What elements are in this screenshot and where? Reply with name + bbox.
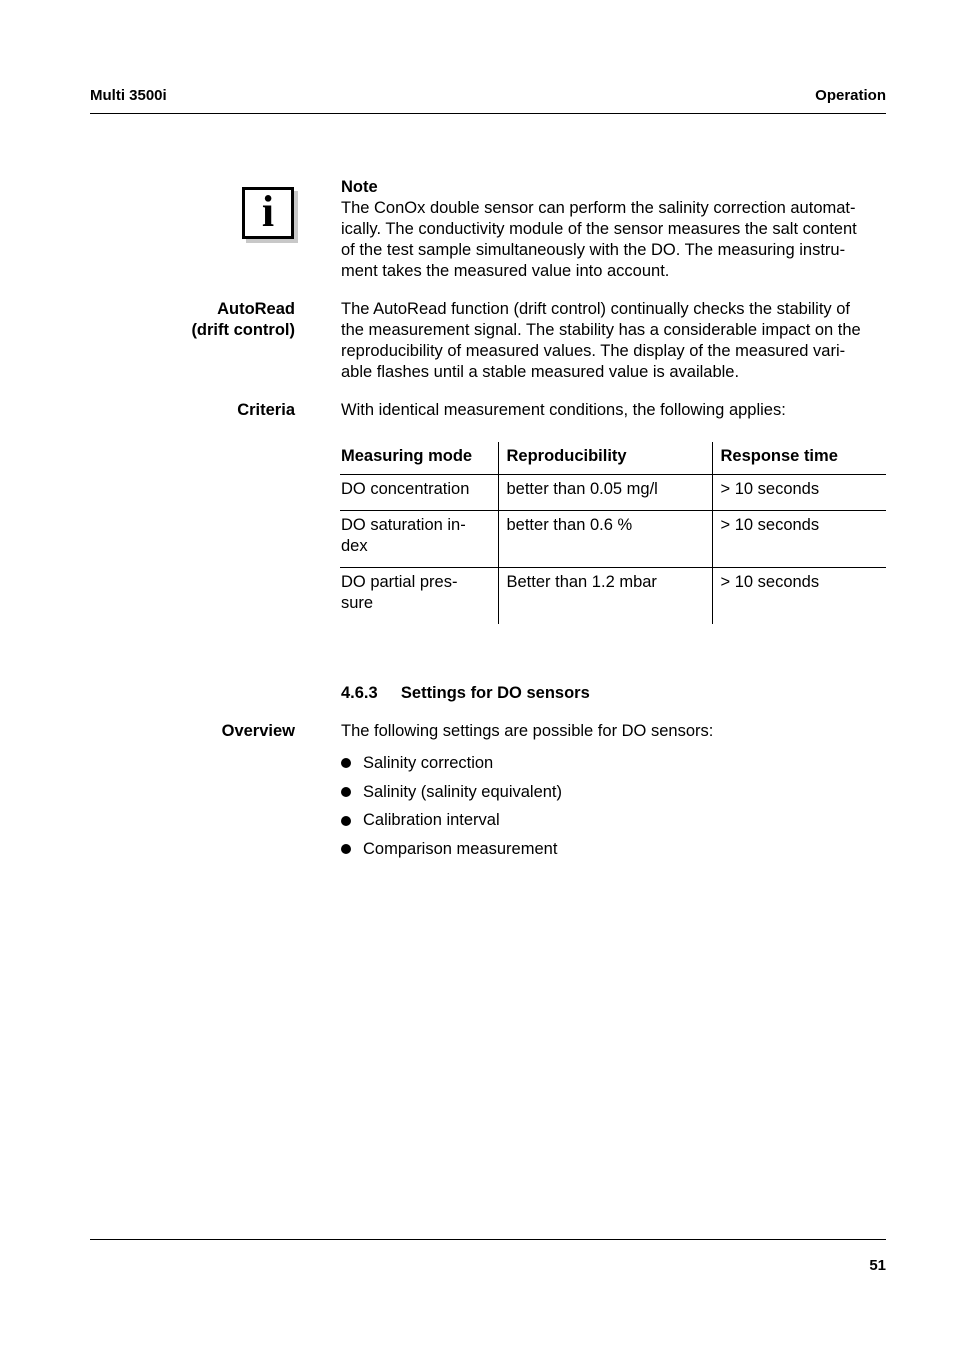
bullet-icon	[341, 816, 351, 826]
bullet-icon	[341, 844, 351, 854]
table-header-row	[340, 442, 886, 475]
bullet-icon	[341, 787, 351, 797]
bullet-icon	[341, 758, 351, 768]
note-title: Note	[341, 178, 378, 196]
note-line: ically. The conductivity module of the sensor measures the salt content	[341, 220, 857, 238]
list-item-label: Calibration interval	[363, 811, 500, 830]
info-icon-letter: i	[261, 187, 275, 236]
overview-intro: The following settings are possible for DO sensors:	[341, 722, 714, 740]
autoread-line: The AutoRead function (drift control) continually checks the stability of	[341, 300, 851, 318]
table-row	[340, 511, 886, 568]
list-item-label: Comparison measurement	[363, 839, 558, 858]
cell-line: sure	[341, 594, 374, 612]
list-item	[341, 749, 562, 778]
section-heading	[341, 684, 590, 703]
table-cell	[712, 511, 886, 568]
autoread-line: the measurement signal. The stability has a considerable impact on the	[341, 321, 861, 339]
note-line: The ConOx double sensor can perform the salinity correction automat-	[341, 199, 856, 217]
table-header-cell: Measuring mode	[341, 447, 473, 465]
table-cell	[712, 475, 886, 511]
list-item	[341, 778, 562, 807]
list-item	[341, 835, 562, 864]
cell-line: DO saturation in-	[341, 516, 466, 534]
reproducibility-table	[340, 442, 886, 624]
overview-label: Overview	[221, 722, 295, 740]
criteria-text: With identical measurement conditions, the following applies:	[341, 401, 786, 419]
autoread-line: reproducibility of measured values. The display of the measured vari-	[341, 342, 846, 360]
note-block	[341, 177, 886, 282]
cell-line: > 10 seconds	[720, 480, 820, 498]
table-header-cell: Response time	[712, 442, 886, 475]
list-item-label: Salinity correction	[363, 753, 494, 772]
cell-line: > 10 seconds	[720, 573, 820, 591]
note-line: of the test sample simultaneously with the DO. The measuring instru-	[341, 241, 846, 259]
cell-line: better than 0.6 %	[506, 516, 633, 534]
cell-line: DO partial pres-	[341, 573, 458, 591]
table-cell	[340, 511, 498, 568]
cell-line: dex	[341, 537, 368, 555]
autoread-label-line: AutoRead	[217, 300, 295, 318]
cell-line: DO concentration	[341, 480, 470, 498]
table-header-cell: Reproducibility	[498, 442, 712, 475]
cell-line: Better than 1.2 mbar	[506, 573, 657, 591]
page-number: 51	[869, 1257, 886, 1274]
header-product-name: Multi 3500i	[90, 87, 167, 104]
header-rule	[90, 113, 886, 114]
criteria-label: Criteria	[237, 401, 295, 419]
section-number: 4.6.3	[341, 684, 378, 702]
autoread-label-line: (drift control)	[191, 321, 295, 339]
table-cell	[498, 568, 712, 625]
section-title: Settings for DO sensors	[400, 684, 590, 702]
list-item	[341, 806, 562, 835]
settings-list	[341, 749, 562, 864]
table-row	[340, 475, 886, 511]
autoread-paragraph	[341, 299, 886, 383]
footer-rule	[90, 1239, 886, 1240]
header-chapter-name: Operation	[815, 87, 886, 104]
table-cell	[498, 475, 712, 511]
autoread-line: able flashes until a stable measured value is available.	[341, 363, 740, 381]
table-cell	[340, 475, 498, 511]
table-row	[340, 568, 886, 625]
table-cell	[712, 568, 886, 625]
list-item-label: Salinity (salinity equivalent)	[363, 782, 563, 801]
info-icon	[242, 187, 294, 239]
cell-line: better than 0.05 mg/l	[506, 480, 658, 498]
autoread-label	[191, 299, 295, 341]
table-cell	[498, 511, 712, 568]
note-line: ment takes the measured value into account.	[341, 262, 670, 280]
cell-line: > 10 seconds	[720, 516, 820, 534]
table-cell	[340, 568, 498, 625]
